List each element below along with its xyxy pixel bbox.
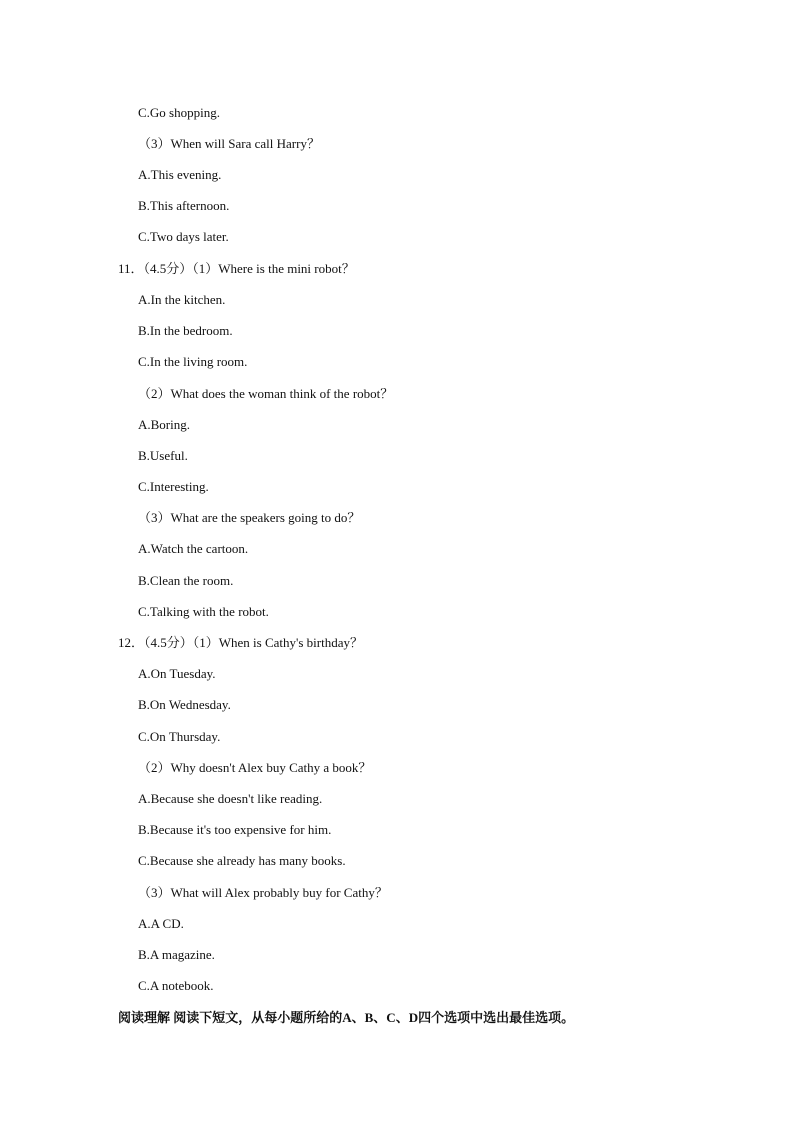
sub-question-3-speakers-plan: （3）What are the speakers going to do？ [138, 510, 361, 525]
question-12-header: 12．（4.5分）（1）When is Cathy's birthday？ [118, 635, 363, 650]
option-b-clean-room: B.Clean the room. [138, 573, 234, 588]
option-c-notebook: C.A notebook. [138, 978, 214, 993]
sub-question-2-robot-opinion: （2）What does the woman think of the robot？ [138, 386, 394, 401]
sub-question-3-call-time: （3）When will Sara call Harry？ [138, 136, 320, 151]
option-a-not-like-reading: A.Because she doesn't like reading. [138, 791, 323, 806]
reading-section-heading: 阅读理解 阅读下短文，从每小题所给的A、B、C、D四个选项中选出最佳选项。 [118, 1010, 575, 1025]
question-11-header: 11．（4.5分）（1）Where is the mini robot？ [118, 261, 355, 276]
option-a-kitchen: A.In the kitchen. [138, 292, 226, 307]
option-c-interesting: C.Interesting. [138, 479, 209, 494]
option-c-go-shopping: C.Go shopping. [138, 105, 220, 120]
option-b-this-afternoon: B.This afternoon. [138, 198, 230, 213]
option-c-many-books: C.Because she already has many books. [138, 853, 346, 868]
option-b-too-expensive: B.Because it's too expensive for him. [138, 822, 332, 837]
option-c-living-room: C.In the living room. [138, 354, 248, 369]
option-c-two-days-later: C.Two days later. [138, 229, 229, 244]
option-a-watch-cartoon: A.Watch the cartoon. [138, 541, 249, 556]
option-b-useful: B.Useful. [138, 448, 188, 463]
option-c-thursday: C.On Thursday. [138, 729, 221, 744]
option-a-this-evening: A.This evening. [138, 167, 222, 182]
sub-question-3-gift: （3）What will Alex probably buy for Cathy？ [138, 885, 388, 900]
option-c-talking-robot: C.Talking with the robot. [138, 604, 269, 619]
option-b-bedroom: B.In the bedroom. [138, 323, 233, 338]
option-b-wednesday: B.On Wednesday. [138, 697, 231, 712]
option-a-tuesday: A.On Tuesday. [138, 666, 216, 681]
option-a-cd: A.A CD. [138, 916, 184, 931]
option-a-boring: A.Boring. [138, 417, 190, 432]
option-b-magazine: B.A magazine. [138, 947, 215, 962]
sub-question-2-why-no-book: （2）Why doesn't Alex buy Cathy a book？ [138, 760, 372, 775]
